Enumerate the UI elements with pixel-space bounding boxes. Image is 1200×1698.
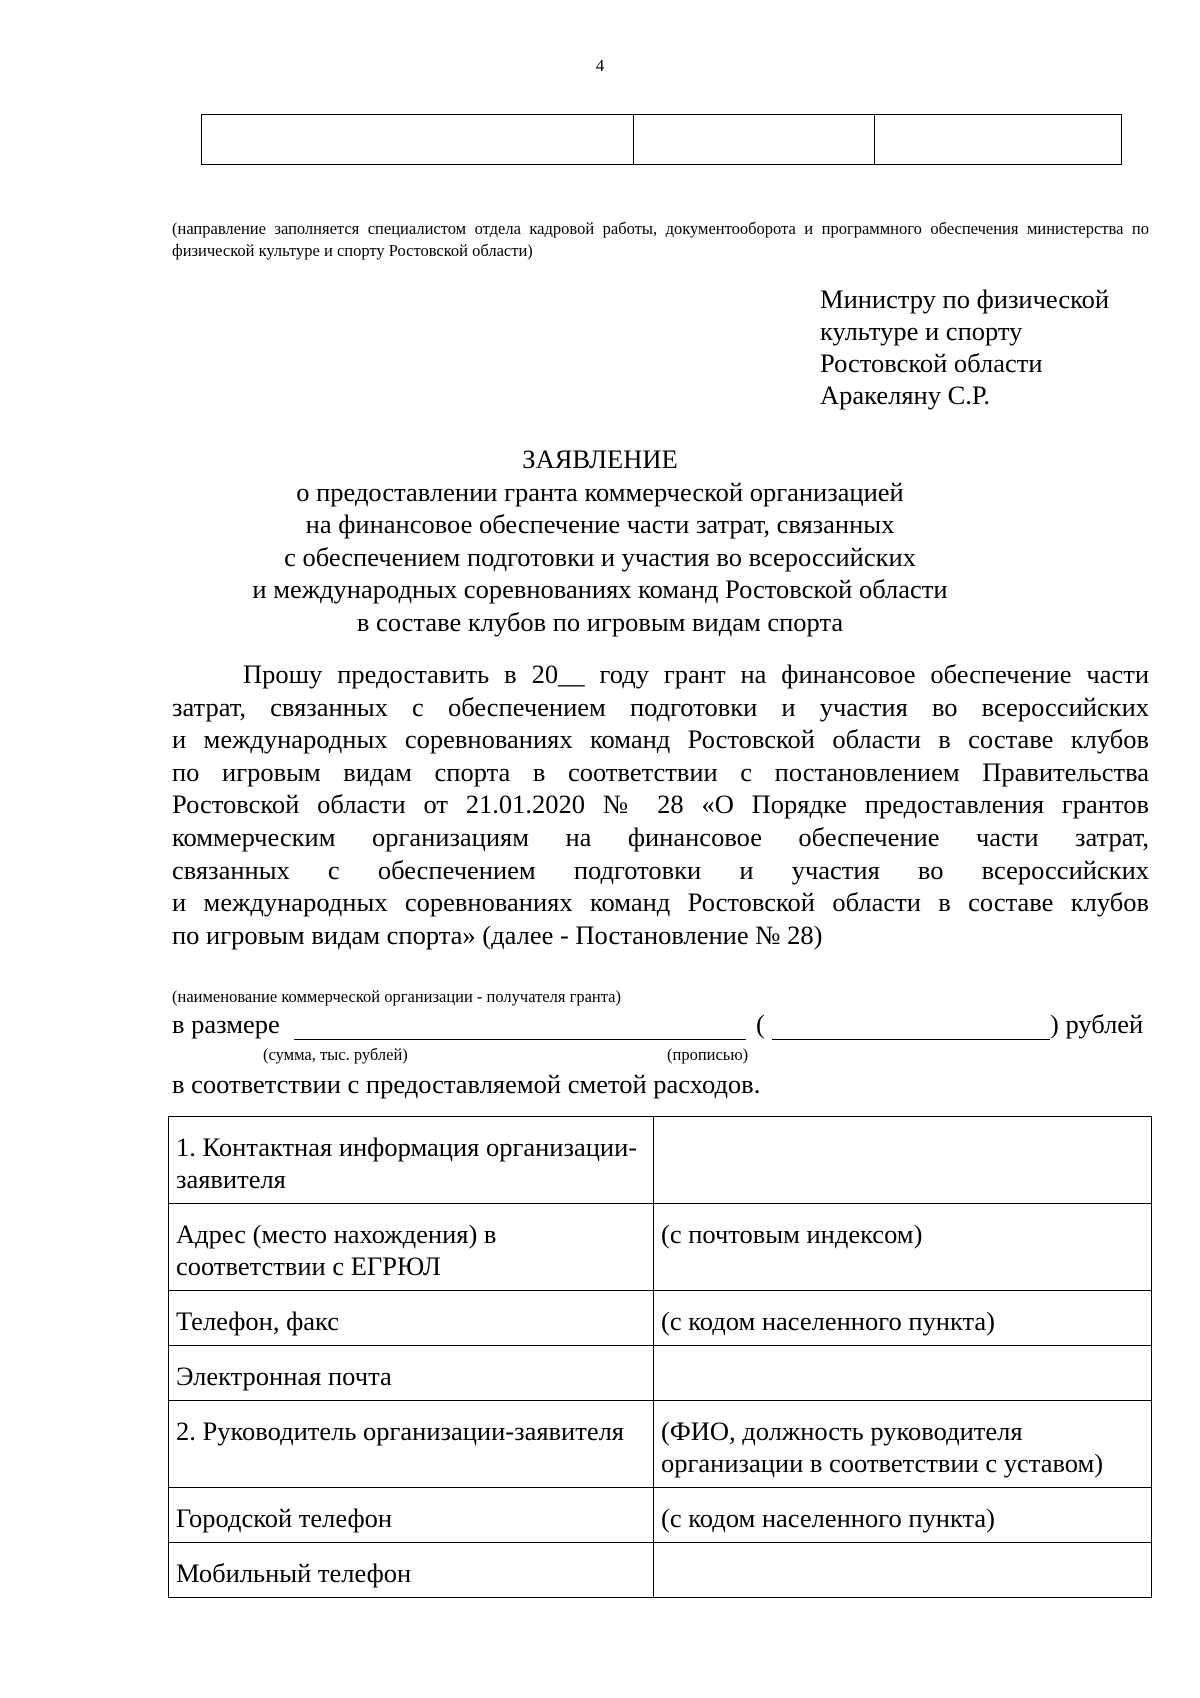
body-line: затрат, связанных с обеспечением подготовки и участия во всероссийских [172, 691, 1149, 722]
amount-line [172, 1009, 1149, 1043]
addressee-block [820, 283, 1180, 411]
amount-open-paren: ( [756, 1009, 765, 1039]
table-row [169, 1346, 1152, 1401]
sum-caption: (сумма, тыс. рублей) [263, 1045, 408, 1064]
addressee-line: Министру по физической [820, 284, 1110, 314]
body-line: связанных с обеспечением подготовки и участия во всероссийских [172, 854, 1149, 885]
document-heading: ЗАЯВЛЕНИЕ [522, 444, 678, 474]
row-label: 2. Руководитель организации-заявителя [169, 1401, 654, 1488]
contact-info-table [168, 1116, 1152, 1598]
amount-words-field[interactable] [772, 1039, 1050, 1040]
row-value-field[interactable]: (с почтовым индексом) [654, 1204, 1152, 1291]
table-row [169, 1117, 1152, 1204]
row-value-field[interactable] [654, 1543, 1152, 1598]
page-number: 4 [595, 56, 605, 75]
table-row [169, 1401, 1152, 1488]
row-value-field[interactable]: (с кодом населенного пункта) [654, 1488, 1152, 1543]
row-value-field[interactable]: (с кодом населенного пункта) [654, 1291, 1152, 1346]
row-label: Городской телефон [169, 1488, 654, 1543]
body-line: Ростовской области от 21.01.2020 № 28 «О Порядке предоставления грантов [172, 789, 1149, 820]
body-line: Прошу предоставить в 20__ году грант на финансовое обеспечение части [243, 659, 1149, 689]
row-value-field[interactable] [654, 1346, 1152, 1401]
body-line: и международных соревнованиях команд Ростовской области в составе клубов [172, 887, 1149, 918]
addressee-line: Ростовской области [820, 348, 1043, 378]
row-label: 1. Контактная информация организации-заявителя [169, 1117, 654, 1204]
direction-cell[interactable] [875, 115, 1122, 165]
direction-note: (направление заполняется специалистом отдела кадровой работы, документооборота и программного обеспечения министерства по физической культуре и спорту Ростовской области) [172, 219, 1149, 260]
body-line: по игровым видам спорта» (далее - Постановление № 28) [172, 919, 823, 950]
words-caption: (прописью) [667, 1045, 749, 1064]
title-line: и международных соревнованиях команд Ростовской области [252, 574, 948, 604]
amount-suffix: ) рублей [1050, 1009, 1144, 1039]
table-row [169, 1543, 1152, 1598]
table-row [169, 1204, 1152, 1291]
org-name-caption: (наименование коммерческой организации - получателя гранта) [172, 987, 621, 1006]
title-line: в составе клубов по игровым видам спорта [356, 606, 844, 637]
direction-cell[interactable] [634, 115, 875, 165]
amount-prefix: в размере [172, 1009, 280, 1039]
addressee-line: Аракеляну С.Р. [820, 380, 990, 410]
title-line: с обеспечением подготовки и участия во всероссийских [284, 541, 916, 572]
row-value-field[interactable] [654, 1117, 1152, 1204]
addressee-line: культуре и спорту [820, 316, 1023, 346]
body-line: по игровым видам спорта в соответствии с постановлением Правительства [172, 756, 1149, 787]
estimate-line: в соответствии с предоставляемой сметой расходов. [172, 1069, 761, 1099]
document-title-block [0, 443, 1200, 638]
body-line: и международных соревнованиях команд Ростовской области в составе клубов [172, 724, 1149, 755]
table-row [169, 1488, 1152, 1543]
request-paragraph [172, 658, 1149, 951]
row-label: Электронная почта [169, 1346, 654, 1401]
title-line: о предоставлении гранта коммерческой организацией [296, 476, 904, 507]
row-label: Мобильный телефон [169, 1543, 654, 1598]
table-row [169, 1291, 1152, 1346]
row-label: Адрес (место нахождения) в соответствии с ЕГРЮЛ [169, 1204, 654, 1291]
direction-cell[interactable] [202, 115, 634, 165]
direction-table [201, 114, 1122, 165]
row-label: Телефон, факс [169, 1291, 654, 1346]
row-value-field[interactable]: (ФИО, должность руководителя организации в соответствии с уставом) [654, 1401, 1152, 1488]
title-line: на финансовое обеспечение части затрат, связанных [305, 509, 895, 539]
amount-sum-field[interactable] [294, 1039, 746, 1040]
body-line: коммерческим организациям на финансовое обеспечение части затрат, [172, 821, 1149, 852]
